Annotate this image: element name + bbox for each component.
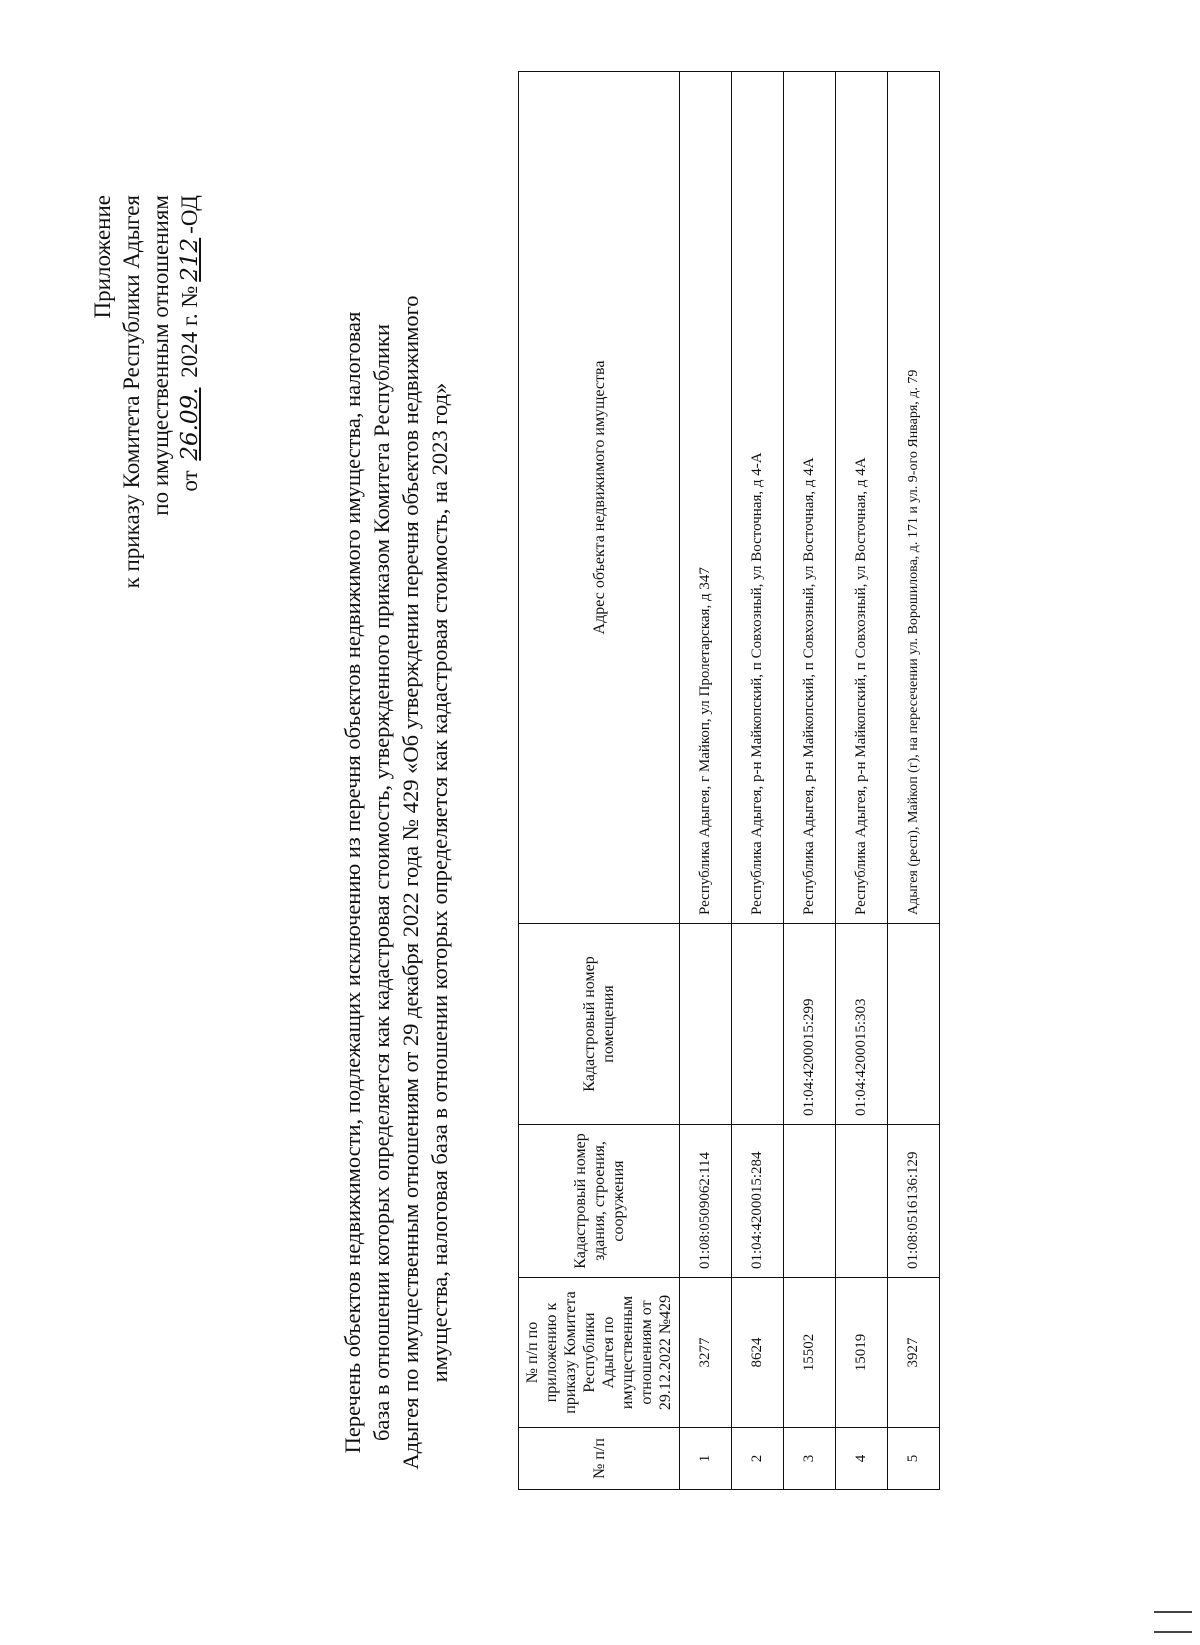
- table-header-row: [519, 72, 680, 1490]
- row-building-cadastral: 01:08:0516136:129: [888, 1125, 940, 1278]
- row-address: Республика Адыгея, р-н Майкопский, п Совхозный, ул Восточная, д 4А: [784, 72, 836, 924]
- row-room-cadastral: 01:04:4200015:303: [836, 924, 888, 1125]
- document-title: Перечень объектов недвижимости, подлежащих исключению из перечня объектов недвижимого имущества, налоговая база в отношении которых определяется как кадастровая стоимость, утвержденного приказом Комитета Республики Адыгея по имущественным отношениям от 29 декабря 2022 года № 429 «Об утверждении перечня объектов недвижимого имущества, налоговая база в отношении которых определяется как кадастровая стоимость, на 2023 год»: [340, 295, 452, 1470]
- row-building-cadastral: 01:08:0509062:114: [680, 1125, 732, 1278]
- row-room-cadastral: [888, 924, 940, 1125]
- header-address: Адрес объекта недвижимого имущества: [519, 72, 680, 924]
- header-room-cadastral: Кадастровый номер помещения: [519, 924, 680, 1125]
- table-row: [732, 72, 784, 1490]
- row-number: 1: [680, 1428, 732, 1490]
- appendix-date-line: [175, 195, 205, 588]
- scan-mark: [1154, 1611, 1192, 1613]
- date-prefix: от: [177, 470, 202, 492]
- header-reference-number: № п/п по приложению к приказу Комитета Республики Адыгея по имущественным отношениям от 29.12.2022 №429: [519, 1278, 680, 1428]
- row-number: 3: [784, 1428, 836, 1490]
- header-number: № п/п: [519, 1428, 680, 1490]
- row-number: 4: [836, 1428, 888, 1490]
- handwritten-number: 212: [177, 237, 203, 282]
- table-row: [680, 72, 732, 1490]
- row-building-cadastral: 01:04:4200015:284: [732, 1125, 784, 1278]
- row-address: Республика Адыгея, г Майкоп, ул Пролетарская, д 347: [680, 72, 732, 924]
- table-row: [784, 72, 836, 1490]
- row-reference: 8624: [732, 1278, 784, 1428]
- row-address: Республика Адыгея, р-н Майкопский, п Совхозный, ул Восточная, д 4А: [836, 72, 888, 924]
- handwritten-date: 26.09.: [177, 387, 203, 461]
- row-address: Адыгея (респ), Майкоп (г), на пересечении ул. Ворошилова, д. 171 и ул. 9-ого Января, д. 79: [888, 72, 940, 924]
- appendix-line-2: к приказу Комитета Республики Адыгея: [119, 195, 144, 589]
- appendix-header: [88, 195, 205, 588]
- row-building-cadastral: [784, 1125, 836, 1278]
- appendix-line-1: Приложение: [90, 195, 115, 319]
- header-building-cadastral: Кадастровый номер здания, строения, сооружения: [519, 1125, 680, 1278]
- row-reference: 15019: [836, 1278, 888, 1428]
- row-room-cadastral: [680, 924, 732, 1125]
- row-reference: 3927: [888, 1278, 940, 1428]
- appendix-line-3: по имущественным отношениям: [148, 195, 173, 516]
- row-building-cadastral: [836, 1125, 888, 1278]
- row-reference: 3277: [680, 1278, 732, 1428]
- table-row: [888, 72, 940, 1490]
- row-number: 2: [732, 1428, 784, 1490]
- row-reference: 15502: [784, 1278, 836, 1428]
- number-suffix: -ОД: [177, 195, 202, 234]
- table-row: [836, 72, 888, 1490]
- date-year: 2024 г. №: [177, 285, 202, 384]
- objects-table: [518, 71, 940, 1490]
- row-number: 5: [888, 1428, 940, 1490]
- row-address: Республика Адыгея, р-н Майкопский, п Совхозный, ул Восточная, д 4-А: [732, 72, 784, 924]
- scan-mark: [1154, 1631, 1192, 1633]
- row-room-cadastral: [732, 924, 784, 1125]
- row-room-cadastral: 01:04:4200015:299: [784, 924, 836, 1125]
